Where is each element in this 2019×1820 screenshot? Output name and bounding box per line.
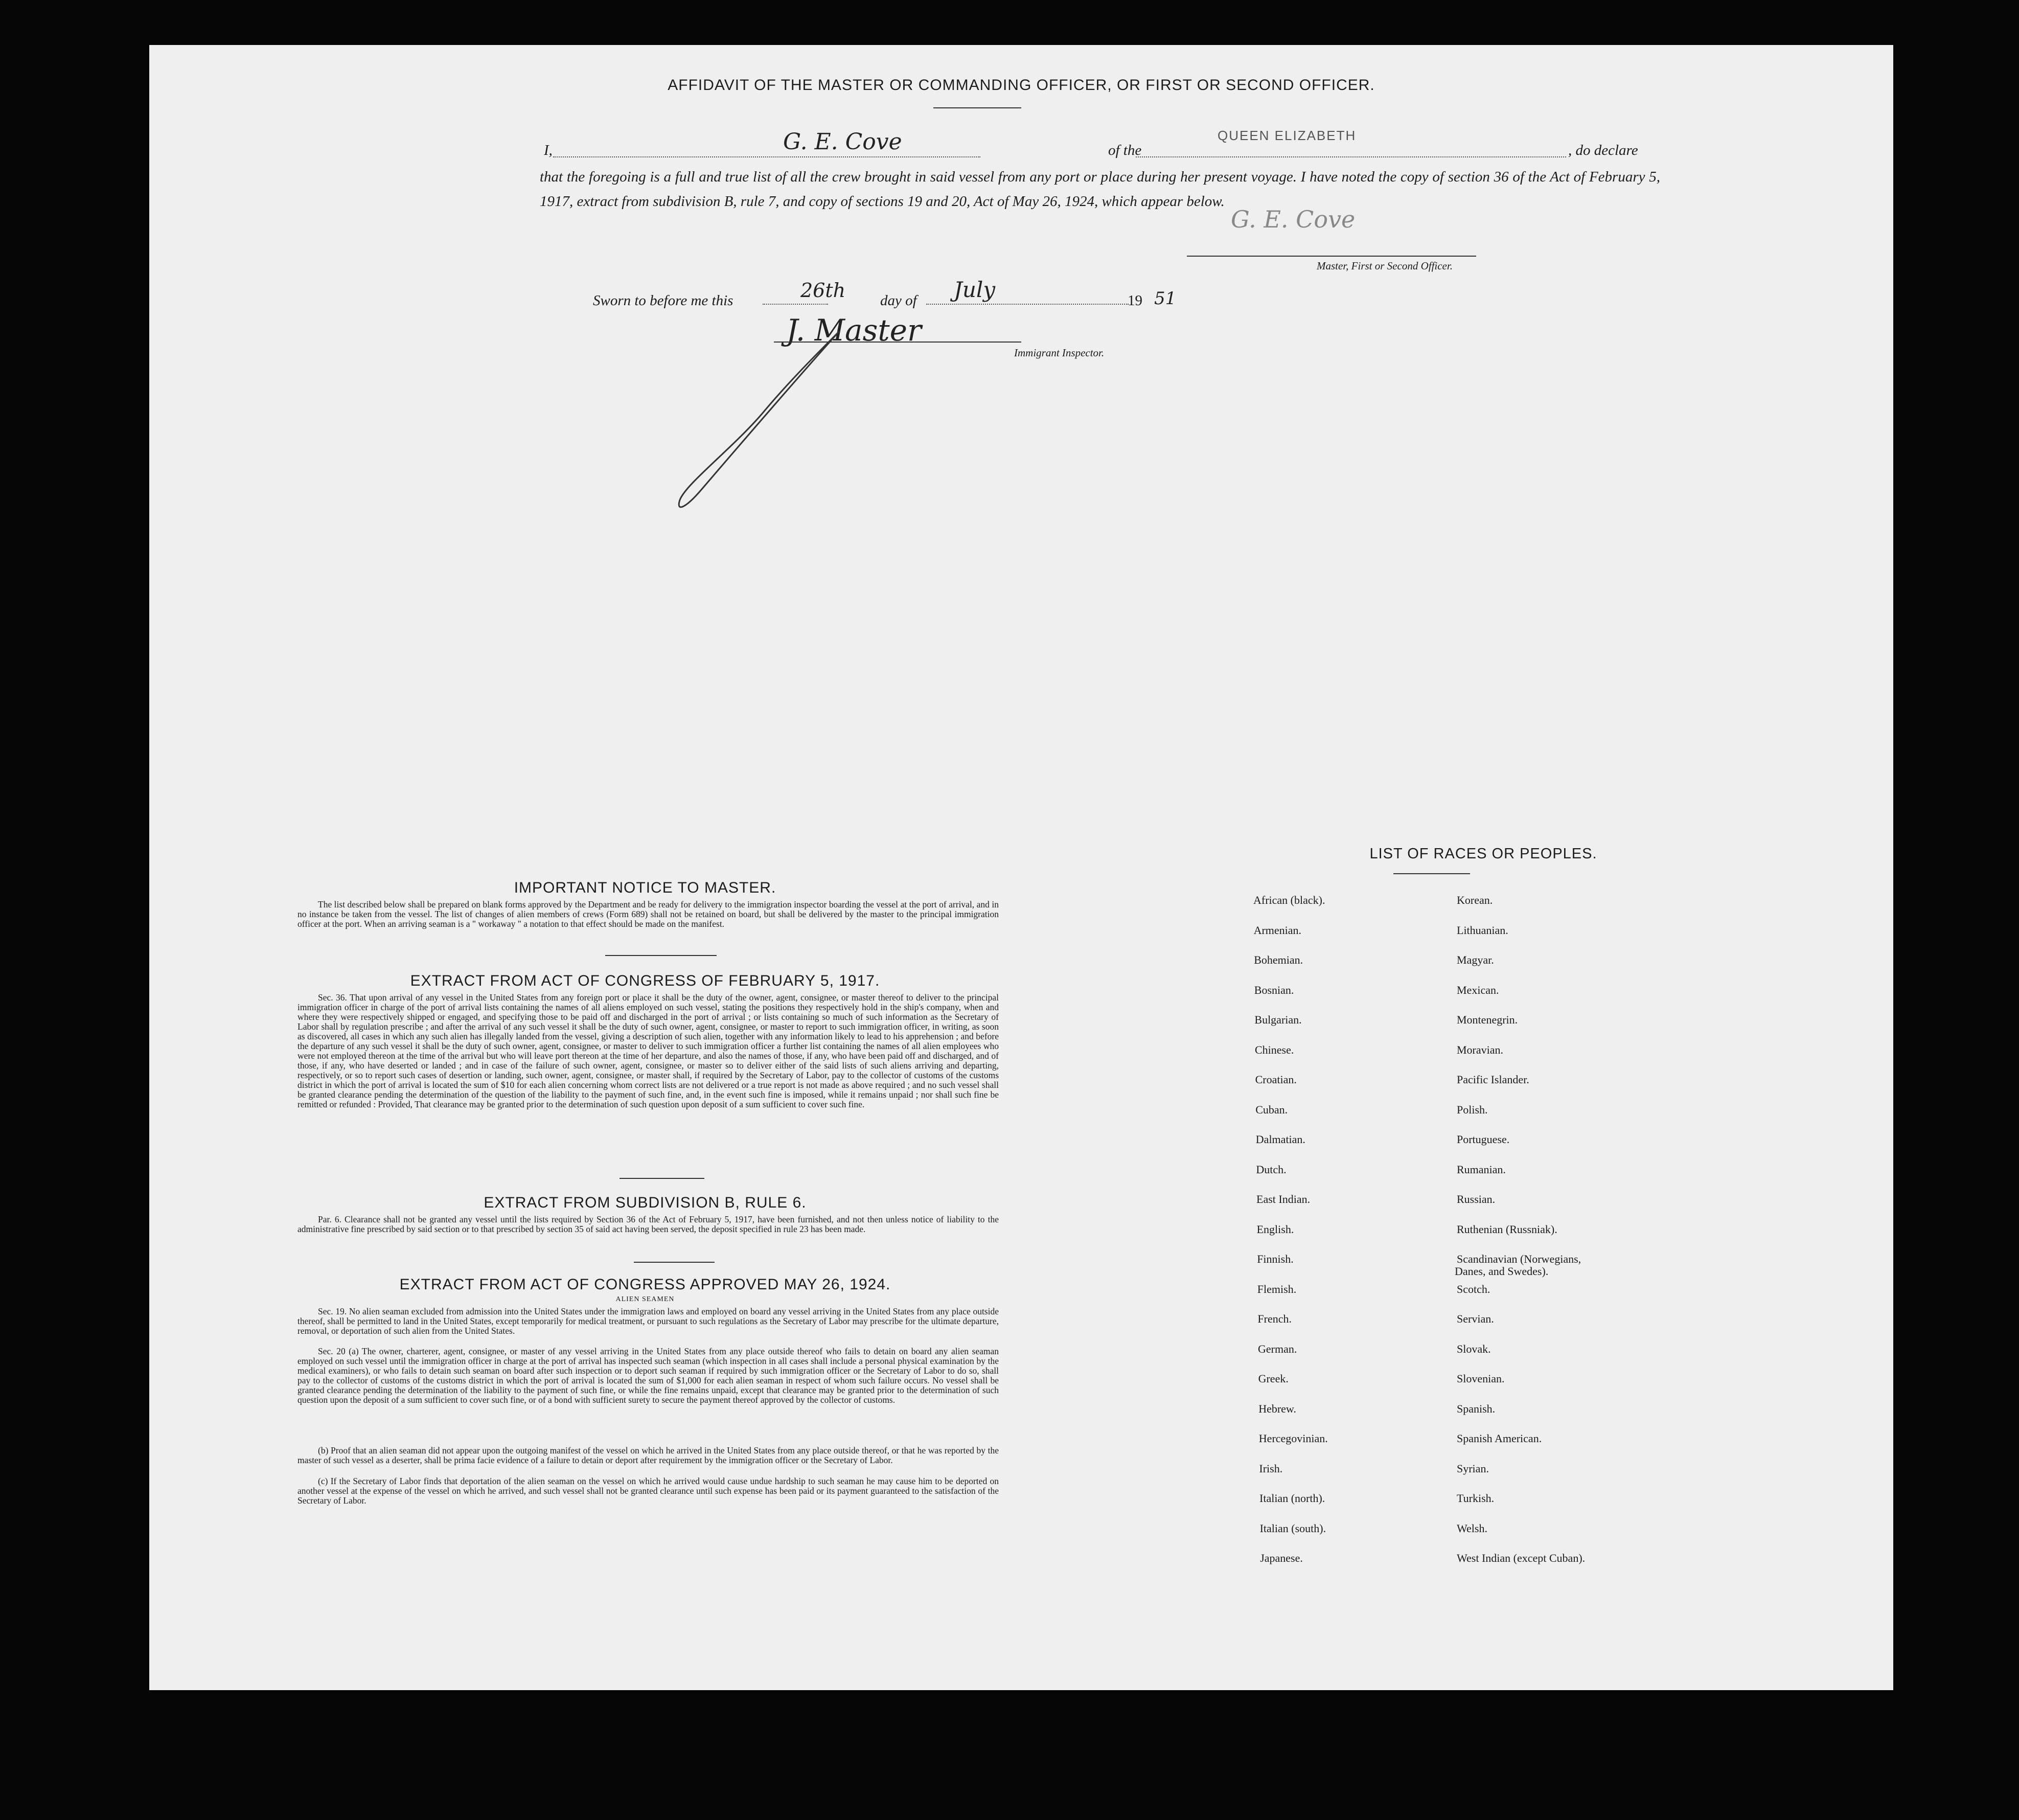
race-item: Bulgarian. [1254, 1013, 1302, 1026]
race-item: Mexican. [1457, 983, 1499, 996]
vessel-name-stamp: QUEEN ELIZABETH [1218, 128, 1357, 143]
sworn-month-line [926, 304, 1129, 305]
race-item: Bohemian. [1254, 953, 1303, 966]
master-caption: Master, First or Second Officer. [1317, 260, 1453, 272]
race-item: Servian. [1457, 1312, 1494, 1325]
race-item: French. [1257, 1312, 1292, 1325]
notice-title: IMPORTANT NOTICE TO MASTER. [514, 879, 776, 896]
document-page [149, 45, 1893, 1690]
race-item: Hercegovinian. [1258, 1432, 1328, 1445]
year-prefix: 19 [1128, 292, 1142, 309]
race-item: English. [1256, 1222, 1294, 1236]
race-item: Turkish. [1457, 1492, 1495, 1505]
extract-rule6-title: EXTRACT FROM SUBDIVISION B, RULE 6. [484, 1194, 807, 1211]
sworn-day: 26th [800, 279, 846, 302]
race-item: Lithuanian. [1457, 923, 1508, 937]
extract-1917-title: EXTRACT FROM ACT OF CONGRESS OF FEBRUARY 5, 1917. [410, 972, 880, 989]
race-item: Dutch. [1256, 1163, 1287, 1176]
race-item: Irish. [1259, 1462, 1283, 1475]
race-item: Greek. [1258, 1372, 1289, 1385]
race-item: Japanese. [1260, 1552, 1303, 1564]
divider [620, 1178, 704, 1179]
signer-handwritten: G. E. Cove [783, 129, 902, 155]
race-item: Syrian. [1457, 1462, 1489, 1475]
race-item: Magyar. [1457, 953, 1494, 966]
race-item: Spanish American. [1457, 1432, 1542, 1445]
vessel-line [1136, 156, 1566, 157]
race-item: Dalmatian. [1255, 1133, 1305, 1146]
extract-1924-sec20b: (b) Proof that an alien seaman did not appear upon the outgoing manifest of the vessel on which he arrived in the United States from any place outside thereof, or that he was reported by the master of such vessel as a deserter, shall be prima facie evidence of a failure to detain or deport after requirement by the immigration officer or the Secretary of Labor. [297, 1445, 999, 1465]
sworn-day-line [763, 304, 828, 305]
master-signature: G. E. Cove [1231, 206, 1356, 233]
notice-text: The list described below shall be prepared on blank forms approved by the Department and be ready for delivery to the immigration inspector boarding the vessel at the port of arrival, and in no instance be taken from the vessel. The list of changes of alien members of crews (Form 689) shall not be retained on board, but shall be delivered by the master to the principal immigration officer at the port. When an arriving seaman is a " workaway " a notation to that effect should be made on the manifest. [297, 899, 999, 929]
race-item: Spanish. [1457, 1402, 1496, 1415]
extract-1917-text: Sec. 36. That upon arrival of any vessel in the United States from any foreign port or place it shall be the duty of the owner, agent, consignee, or master thereof to deliver to the principal immigration officer in charge of the port of arrival lists containing the names of all aliens employed on such vessel, stating the positions they respectively hold in the ship's company, when and where they were respectively shipped or engaged, and specifying those to be paid off and discharged in the port of arrival ; or lists containing so much of such information as the Secretary of Labor shall by regulation prescribe ; and after the arrival of any such vessel it shall be the duty of such owner, agent, consignee, or master to report to such immigration officer, in writing, as soon as discovered, all cases in which any such alien has illegally landed from the vessel, giving a description of such alien, together with any information likely to lead to his apprehension ; and before the departure of any such vessel it shall be the duty of such owner, agent, consignee, or master to deliver to such immigration officer a further list containing the names of all alien employees who were not employed thereon at the time of the arrival but who will leave port thereon at the time of her departure, and also the names of those, if any, who have been paid off and discharged, and of those, if any, who have deserted or landed ; and in case of the failure of such owner, agent, consignee, or master so to deliver either of the said lists of such aliens arriving and departing, respectively, or so to report such cases of desertion or landing, such owner, agent, consignee, or master shall, if required by the Secretary of Labor, pay to the collector of customs of the customs district in which the port of arrival is located the sum of $10 for each alien concerning whom correct lists are not delivered or a true report is not made as above required ; and no such vessel shall be granted clearance pending the determination of the question of the liability to the payment of such fine, and, in the event such fine is imposed, while it remains unpaid ; nor shall such fine be remitted or refunded : Provided, That clearance may be granted prior to the determination of such question upon deposit of a sum sufficient to cover such fine. [297, 992, 999, 1109]
extract-rule6-text: Par. 6. Clearance shall not be granted any vessel until the lists required by Section 36 of the Act of February 5, 1917, have been furnished, and not then unless notice of liability to the administrative fine prescribed by said section or to that prescribed by section 35 of said act having been served, the deposit specified in rule 23 has been made. [297, 1214, 999, 1234]
alien-seamen-subtitle: ALIEN SEAMEN [615, 1295, 675, 1303]
race-item: Russian. [1457, 1193, 1496, 1205]
i-label: I, [544, 142, 553, 158]
declaration-text: that the foregoing is a full and true list of all the crew brought in said vessel from any port or place during her present voyage. I have noted the copy of section 36 of the Act of February 5, 1917, extract from subdivision B, rule 7, and copy of sections 19 and 20, Act of May 26, 1924, which appear below. [540, 169, 1660, 210]
race-item: Welsh. [1457, 1521, 1487, 1535]
race-item: German. [1258, 1342, 1297, 1355]
race-item: Danes, and Swedes). [1455, 1265, 1549, 1278]
divider [605, 955, 717, 956]
race-item: Italian (south). [1259, 1521, 1326, 1535]
race-item: West Indian (except Cuban). [1457, 1552, 1586, 1564]
race-item: Moravian. [1457, 1043, 1504, 1056]
sworn-label: Sworn to before me this [593, 292, 733, 309]
race-item: Scotch. [1457, 1282, 1490, 1295]
year-suffix: 51 [1154, 288, 1177, 309]
affidavit-title: AFFIDAVIT OF THE MASTER OR COMMANDING OFFICER, OR FIRST OR SECOND OFFICER. [668, 77, 1375, 94]
race-item: East Indian. [1256, 1193, 1311, 1205]
race-item: Ruthenian (Russniak). [1457, 1222, 1557, 1236]
race-item: Korean. [1457, 894, 1493, 906]
race-item: Slovak. [1457, 1342, 1491, 1355]
do-declare-label: , do declare [1568, 142, 1638, 158]
race-item: Polish. [1457, 1103, 1488, 1116]
race-item: Chinese. [1255, 1043, 1294, 1056]
race-item: Armenian. [1253, 923, 1302, 937]
inspector-signature-flourish [671, 321, 855, 515]
race-item: Scandinavian (Norwegians, [1457, 1253, 1581, 1265]
race-item: Finnish. [1257, 1253, 1294, 1265]
of-the-label: of the [1108, 142, 1142, 158]
sworn-month: July [954, 277, 996, 302]
race-item: Slovenian. [1457, 1372, 1505, 1385]
extract-1924-sec19: Sec. 19. No alien seaman excluded from admission into the United States under the immigration laws and employed on board any vessel arriving in the United States from any place outside thereof, shall be permitted to land in the United States, except temporarily for medical treatment, or pursuant to such regulations as the Secretary of Labor may prescribe for the ultimate departure, removal, or deportation of such alien from the United States. [297, 1306, 999, 1336]
inspector-caption: Immigrant Inspector. [1014, 347, 1105, 359]
race-item: Italian (north). [1259, 1492, 1325, 1505]
inspector-signature: J. Master [786, 313, 922, 348]
race-item: Hebrew. [1258, 1402, 1296, 1415]
race-item: Pacific Islander. [1457, 1073, 1529, 1086]
extract-1924-sec20c: (c) If the Secretary of Labor finds that deportation of the alien seaman on the vessel on which he arrived would cause undue hardship to such seaman he may cause him to be deported on another vessel at the expense of the vessel on which he arrived, and such vessel shall not be granted clearance until such expense has been paid or its payment guaranteed to the satisfaction of the Secretary of Labor. [297, 1476, 999, 1506]
race-item: Rumanian. [1457, 1163, 1506, 1176]
race-item: Cuban. [1255, 1103, 1288, 1116]
day-of-label: day of [880, 292, 917, 309]
signer-line [553, 156, 980, 157]
title-underline [1393, 873, 1470, 874]
race-item: Bosnian. [1254, 983, 1294, 996]
race-item: Montenegrin. [1457, 1013, 1518, 1026]
master-signature-line [1187, 256, 1476, 257]
extract-1924-title: EXTRACT FROM ACT OF CONGRESS APPROVED MAY 26, 1924. [399, 1276, 891, 1293]
race-item: Croatian. [1255, 1073, 1297, 1086]
title-underline [933, 107, 1021, 108]
divider [634, 1262, 715, 1263]
race-item: Flemish. [1257, 1282, 1297, 1295]
extract-1924-sec20a: Sec. 20 (a) The owner, charterer, agent, consignee, or master of any vessel arriving in the United States from any place outside thereof who fails to detain on board any alien seaman employed on such vessel until the immigration officer in charge at the port of arrival has inspected such seaman (which inspection in all cases shall include a personal physical examination by the medical examiners), or who fails to detain such seaman on board after such inspection or to deport such seaman if required by such immigration officer or the Secretary of Labor to do so, shall pay to the collector of customs of the customs district in which the port of arrival is located the sum of $1,000 for each alien seaman in respect of whom such failure occurs. No vessel shall be granted clearance pending the determination of the liability to the payment of such fine, or while the fine remains unpaid, except that clearance may be granted prior to the determination of such question upon the deposit of a sum sufficient to cover such fine, or of a bond with sufficient surety to secure the payment thereof approved by the collector of customs. [297, 1346, 999, 1405]
race-item: African (black). [1253, 894, 1325, 906]
races-title: LIST OF RACES OR PEOPLES. [1369, 846, 1597, 862]
race-item: Portuguese. [1457, 1133, 1510, 1146]
